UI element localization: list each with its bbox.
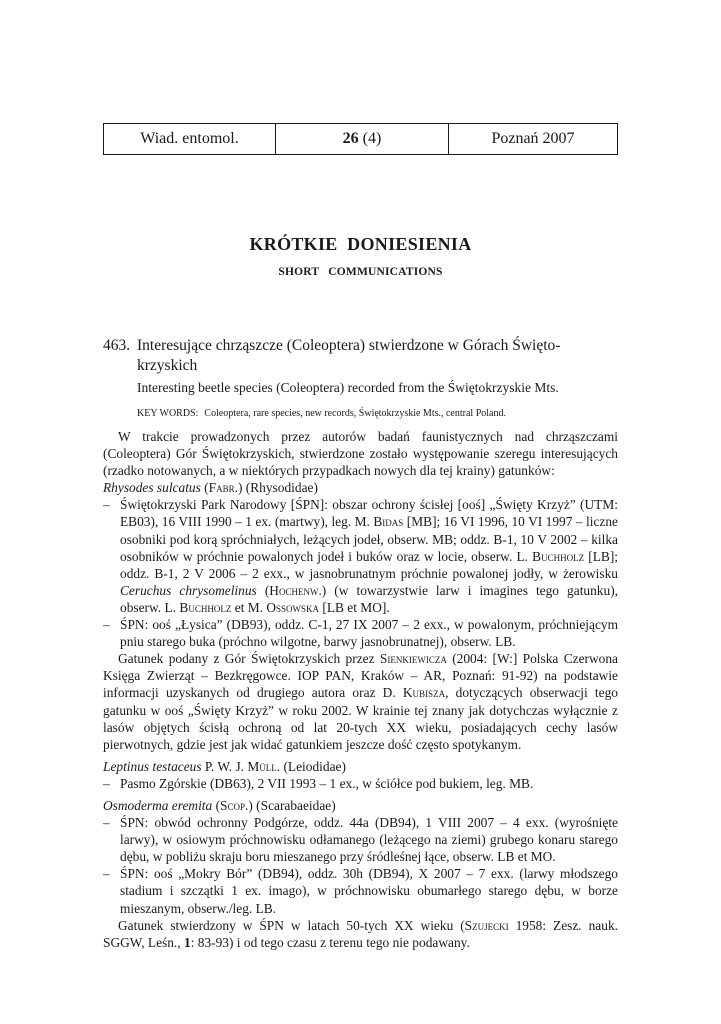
keywords-text: Coleoptera, rare species, new records, Świętokrzyskie Mts., central Poland. [204, 408, 506, 419]
article-title [103, 336, 618, 376]
record-item: – Świętokrzyski Park Narodowy [ŚPN]: obszar ochrony ścisłej [ooś] „Święty Krzyż” (UTM: EB03), 16 VIII 1990 – 1 ex. (martwy), leg. M. Bidas [MB]; 16 VI 1996, 10 VI 1997 – liczne osobniki pod korą spróchniałych, leżących jodeł, obserw. MB; oddz. B-1, 10 V 2002 – kilka osobników w próchnie powalonych jodeł i buków oraz w locie, obserw. L. Buchholz [LB]; oddz. B-1, 2 V 2006 – 2 exx., w jasnobrunatnym próchnie powalonej jodły, w żerowisku Ceruchus chrysomelinus (Hochenw.) (w towarzystwie larw i imagines tego gatunku), obserw. L. Buchholz et M. Ossowska [LB et MO]. [103, 497, 619, 615]
journal-header [103, 123, 618, 155]
species-family: (Leiodidae) [283, 758, 346, 774]
journal-name [104, 124, 276, 154]
journal-volume [276, 124, 449, 154]
article-title-en: Interesting beetle species (Coleoptera) recorded from the Świętokrzyskie Mts. [137, 380, 559, 395]
species-name: Osmoderma eremita [103, 797, 213, 813]
volume-number: 26 [342, 130, 359, 147]
article-body [103, 428, 618, 951]
comment-paragraph: Gatunek podany z Gór Świętokrzyskich przez Sienkiewicza (2004: [W:] Polska Czerwona Księga Zwierząt – Bezkręgowce. IOP PAN, Kraków – AR, Poznań: 91-92) na podstawie informacji uzyskanych od drugiego autora oraz D. Kubisza, dotyczących obserwacji tego gatunku w ooś „Święty Krzyż” w roku 2002. W krainie tej znany jak dotychczas wyłącznie z lasów objętych ścisłą ochroną od lat 20-tych XX wieku, posiadających cechy lasów pierwotnych, gdzie jest jak widać gatunkiem jeszcze dość często spotykanym. [103, 651, 618, 752]
species-name: Rhysodes sulcatus [103, 480, 201, 496]
record-item: – Pasmo Zgórskie (DB63), 2 VII 1993 – 1 ex., w ściółce pod bukiem, leg. MB. [103, 775, 534, 791]
comment-paragraph: Gatunek stwierdzony w ŚPN w latach 50-tych XX wieku (Szujecki 1958: Zesz. nauk. SGGW, Leśn., 1: 83-93) i od tego czasu z terenu tego nie podawany. [103, 917, 618, 950]
species-heading: Rhysodes sulcatus (Fabr.) (Rhysodidae) [103, 480, 318, 496]
article-title-pl: Interesujące chrząszcze (Coleoptera) stwierdzone w Górach Święto-krzyskich [137, 337, 561, 374]
section-title: KRÓTKIE DONIESIENIA [249, 234, 472, 254]
record-item: – ŚPN: ooś „Mokry Bór” (DB94), oddz. 30h (DB94), X 2007 – 7 exx. (larwy młodszego stadium i szczątki 1 ex. imago), w próchnowisku obumarłego starego dębu, w borze mieszanym, obserw./leg. LB. [103, 866, 618, 916]
keywords-label: KEY WORDS: [137, 408, 199, 419]
issue-number: (4) [362, 130, 382, 147]
species-heading: Osmoderma eremita (Scop.) (Scarabaeidae) [103, 797, 336, 813]
species-family: (Scarabaeidae) [256, 797, 336, 813]
record-item: – ŚPN: obwód ochronny Podgórze, oddz. 44a (DB94), 1 VIII 2007 – 4 exx. (wyrośnięte larwy), w osiowym próchnowisku odłamanego (leżącego na ziemi) grubego konaru starego dębu, w pobliżu skraju boru mieszanego przy śródleśnej łące, obserw. LB et MO. [103, 815, 618, 865]
intro-paragraph: W trakcie prowadzonych przez autorów badań faunistycznych nad chrząszczami (Coleoptera) Gór Świętokrzyskich, stwierdzone zostało występowanie szeregu interesujących (rzadko notowanych, a w niektórych przypadkach nowych dla tej krainy) gatunków: [103, 429, 618, 479]
article-number: 463. [103, 337, 131, 354]
species-author: Müll. [247, 758, 281, 774]
species-author: Fabr. [208, 480, 238, 496]
section-subtitle: SHORT COMMUNICATIONS [278, 266, 443, 278]
species-author: Scop. [220, 797, 249, 813]
keywords [137, 408, 617, 419]
species-name: Leptinus testaceus [103, 758, 202, 774]
species-author: P. W. J. [204, 758, 244, 774]
journal-place-year [449, 124, 617, 154]
species-heading [103, 758, 618, 775]
journal-name-text: Wiad. entomol. [140, 130, 239, 147]
record-item: – ŚPN: ooś „Łysica” (DB93), oddz. C-1, 27 IX 2007 – 2 exx., w powalonym, próchniejącym pniu starego buka (próchno wilgotne, barwy jasnobrunatnej), obserw. LB. [103, 617, 618, 650]
place-year-text: Poznań 2007 [491, 130, 575, 147]
species-family: (Rhysodidae) [245, 480, 318, 496]
